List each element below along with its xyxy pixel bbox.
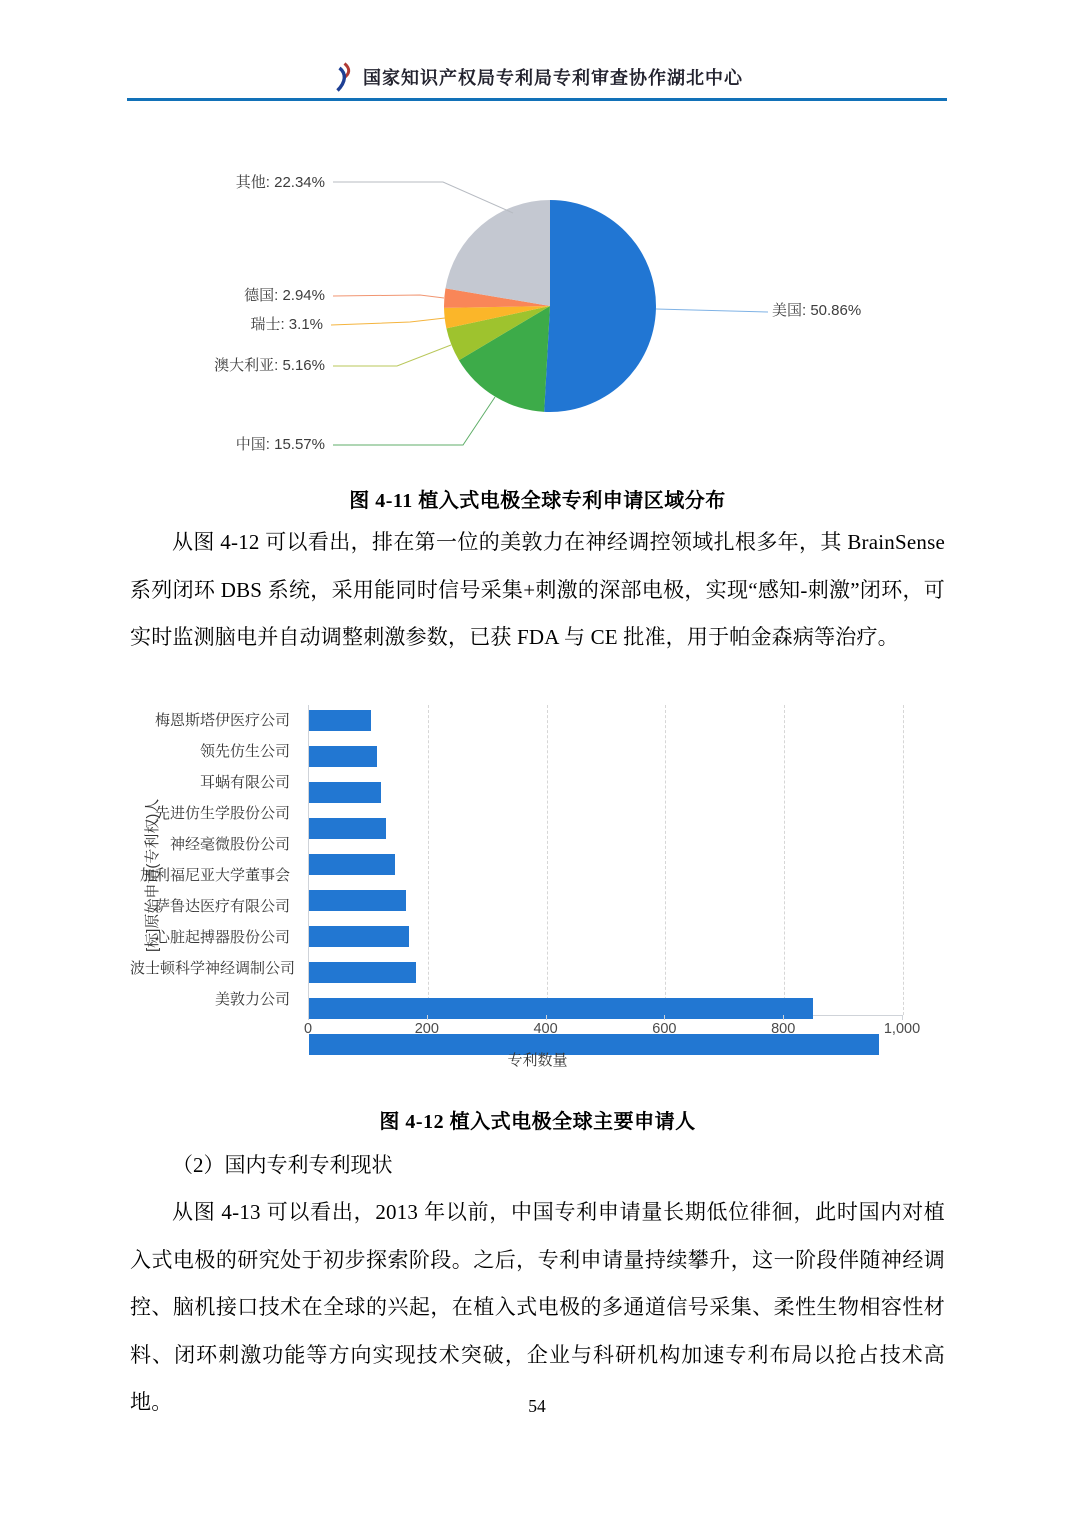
header-rule xyxy=(127,98,947,101)
pie-leader-line xyxy=(333,345,451,366)
bar-加利福尼亚大学董事会 xyxy=(309,890,406,911)
bar-row xyxy=(309,854,903,885)
pie-label-other: 其他: 22.34% xyxy=(235,174,325,191)
bar-row xyxy=(309,890,903,921)
bar-耳蜗有限公司 xyxy=(309,782,381,803)
cnipa-logo-icon xyxy=(331,62,353,92)
x-axis-tick-mark xyxy=(902,1015,903,1020)
bar-category-label: 波士顿科学神经调制公司 xyxy=(130,959,296,977)
pie-label-usa: 美国: 50.86% xyxy=(772,302,862,319)
bar-萨鲁达医疗有限公司 xyxy=(309,926,409,947)
paragraph-2: 从图 4-13 可以看出，2013 年以前，中国专利申请量长期低位徘徊，此时国内对植入式电极的研究处于初步探索阶段。之后，专利申请量持续攀升，这一阶段伴随神经调控、脑机接口技术在全球的兴起，在植入式电极的多通道信号采集、柔性生物相容性材料、闭环刺激功能等方向实现技术突破，企业与科研机构加速专利布局以抢占技术高地。 xyxy=(130,1200,945,1414)
gridline xyxy=(903,705,904,1015)
bar-row xyxy=(309,962,903,993)
x-axis-tick-mark xyxy=(427,1015,428,1020)
figure-4-12-caption: 图 4-12 植入式电极全球主要申请人 xyxy=(379,1110,696,1133)
pie-chart-figure xyxy=(130,166,945,471)
pie-label-australia: 澳大利亚: 5.16% xyxy=(214,357,325,374)
bar-row xyxy=(309,746,903,777)
bar-row xyxy=(309,818,903,849)
bar-先进仿生学股份公司 xyxy=(309,818,386,839)
pie-leader-line xyxy=(333,295,444,298)
x-axis-tick-label: 600 xyxy=(652,1020,677,1037)
bar-波士顿科学神经调制公司 xyxy=(309,998,813,1019)
bar-category-label: 萨鲁达医疗有限公司 xyxy=(154,897,290,915)
bar-row xyxy=(309,710,903,741)
bar-神经毫微股份公司 xyxy=(309,854,395,875)
x-axis-tick-label: 400 xyxy=(533,1020,558,1037)
bar-category-label: 领先仿生公司 xyxy=(199,742,290,760)
pie-label-germany: 德国: 2.94% xyxy=(244,287,325,304)
x-axis-tick-label: 800 xyxy=(771,1020,796,1037)
bar-y-axis-title: [标]原始申请(专利权)人 xyxy=(144,798,161,952)
bar-category-label: 先进仿生学股份公司 xyxy=(154,804,290,822)
x-axis-tick-label: 200 xyxy=(414,1020,439,1037)
header-title: 国家知识产权局专利局专利审查协作湖北中心 xyxy=(363,68,743,88)
bar-category-label: 美敦力公司 xyxy=(214,990,290,1008)
pie-slice-其他 xyxy=(445,200,550,306)
bar-category-label: 加利福尼亚大学董事会 xyxy=(139,866,290,884)
pie-slice-美国 xyxy=(544,200,656,412)
x-axis-tick-mark xyxy=(783,1015,784,1020)
bar-row xyxy=(309,782,903,813)
x-axis-tick-label: 1,000 xyxy=(883,1020,921,1037)
bar-plot-area xyxy=(308,705,903,1016)
bar-领先仿生公司 xyxy=(309,746,377,767)
bar-category-label: 梅恩斯塔伊医疗公司 xyxy=(154,711,290,729)
subheading-domestic-patents: （2）国内专利专利现状 xyxy=(172,1152,393,1177)
bar-category-label: 神经毫微股份公司 xyxy=(169,835,290,853)
page-number: 54 xyxy=(528,1396,546,1416)
pie-label-switzerland: 瑞士: 3.1% xyxy=(250,316,323,333)
page-header xyxy=(0,0,1074,92)
bar-row xyxy=(309,926,903,957)
pie-label-china: 中国: 15.57% xyxy=(235,436,325,453)
x-axis-tick-mark xyxy=(546,1015,547,1020)
pie-leader-line xyxy=(333,182,513,213)
bar-梅恩斯塔伊医疗公司 xyxy=(309,710,371,731)
pie-leader-line xyxy=(331,318,445,325)
paragraph-1: 从图 4-12 可以看出，排在第一位的美敦力在神经调控领域扎根多年，其 BrainSense 系列闭环 DBS 系统，采用能同时信号采集+刺激的深部电极，实现“感知-刺激”闭环，可实时监测脑电并自动调整刺激参数，已获 FDA 与 CE 批准，用于帕金森病等治疗。 xyxy=(130,530,945,649)
bar-chart-figure xyxy=(130,687,945,1077)
bar-row xyxy=(309,998,903,1029)
figure-4-11-caption: 图 4-11 植入式电极全球专利申请区域分布 xyxy=(349,490,726,512)
pie-leader-line xyxy=(656,309,768,312)
bar-category-label: 耳蜗有限公司 xyxy=(199,773,290,791)
pie-leader-line xyxy=(333,397,495,445)
x-axis-tick-mark xyxy=(664,1015,665,1020)
bar-category-label: 心脏起搏器股份公司 xyxy=(154,928,290,946)
bar-心脏起搏器股份公司 xyxy=(309,962,416,983)
bar-category-labels xyxy=(130,705,299,1015)
x-axis-tick-mark xyxy=(308,1015,309,1020)
x-axis-tick-label: 0 xyxy=(303,1020,313,1037)
bar-x-axis-title: 专利数量 xyxy=(507,1051,568,1069)
